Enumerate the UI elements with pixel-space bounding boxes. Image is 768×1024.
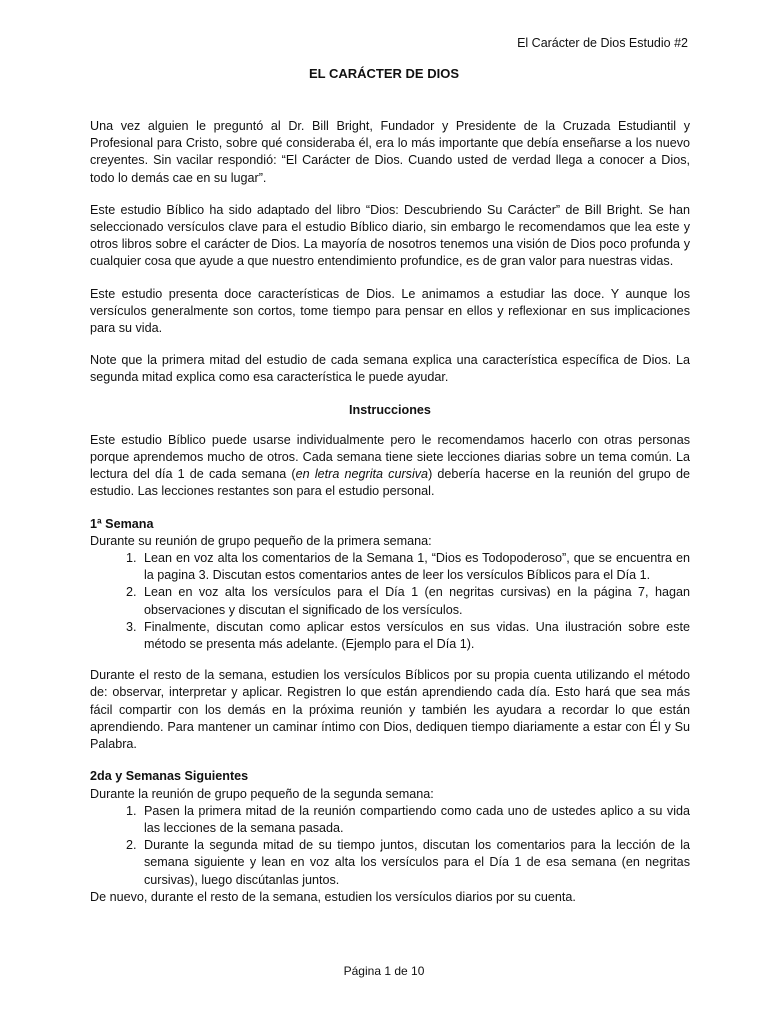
list-item: 1. Pasen la primera mitad de la reunión compartiendo como cada uno de ustedes aplico a su vida las lecciones de la semana pasada. (140, 803, 690, 837)
running-header: El Carácter de Dios Estudio #2 (517, 36, 688, 50)
week2-heading: 2da y Semanas Siguientes (90, 769, 249, 784)
paragraph: Note que la primera mitad del estudio de cada semana explica una característica específica de Dios. La segunda mitad explica como esa característica le puede ayudar. (90, 353, 690, 385)
instructions-text-before: Este estudio Bíblico puede usarse individualmente pero le recomendamos hacerlo con otras personas porque aprendemos mucho de otros. Cada semana tiene siete lecciones diarias sobre un tema común. La lectura del día 1 de cada semana ( (90, 432, 690, 482)
list-item: 2. Lean en voz alta los versículos para el Día 1 (en negritas cursivas) en la página 7, hagan observaciones y discutan el significado de los versículos. (140, 584, 690, 618)
list-item: 3. Finalmente, discutan como aplicar estos versículos en sus vidas. Una ilustración sobre este método se presenta más adelante. (Ejemplo para el Día 1). (140, 619, 690, 653)
week2-list (90, 803, 690, 889)
paragraph: Una vez alguien le preguntó al Dr. Bill Bright, Fundador y Presidente de la Cruzada Estudiantil y Profesional para Cristo, sobre qué consideraba él, era lo más importante que debía enseñarse a los nuevo creyentes. Sin vacilar respondió: “El Carácter de Dios. Cuando usted de verdad llega a conocer a Dios, todo lo demás cae en su lugar”. (90, 119, 690, 185)
list-item: 1. Lean en voz alta los comentarios de la Semana 1, “Dios es Todopoderoso”, que se encuentra en la pagina 3. Discutan estos comentarios antes de leer los versículos Bíblicos para el Día 1. (140, 550, 690, 584)
week2-closing: De nuevo, durante el resto de la semana, estudien los versículos diarios por su cuenta. (90, 889, 576, 904)
paragraph: Este estudio Bíblico ha sido adaptado del libro “Dios: Descubriendo Su Carácter” de Bill Bright. Se han seleccionado versículos clave para el estudio Bíblico diario, sin embargo le recomendamos que lea este y otros libros sobre el carácter de Dios. La mayoría de nosotros tenemos una visión de Dios poco profunda y cualquier cosa que ayude a que nuestro entendimiento profundice, es de gran valor para nuestras vidas. (90, 202, 690, 269)
instructions-text-after: ) debería hacerse en la reunión del grupo de estudio. Las lecciones restantes son para el estudio personal. (90, 467, 690, 499)
list-item: 2. Durante la segunda mitad de su tiempo juntos, discutan los comentarios para la lección de la semana siguiente y lean en voz alta los versículos para el Día 1 de esa semana (en negritas cursivas), luego discútanlas juntos. (140, 837, 690, 889)
week1-list (90, 550, 690, 653)
week1-intro: Durante su reunión de grupo pequeño de la primera semana: (90, 533, 432, 548)
week1-heading: 1ª Semana (90, 516, 154, 531)
week1-rest-paragraph: Durante el resto de la semana, estudien los versículos Bíblicos por su propia cuenta utilizando el método de: observar, interpretar y aplicar. Registren lo que están aprendiendo cada día. Esto hará que sea más fácil compartir con los demás en la próxima reunión y también les ayudara a recordar lo que están aprendiendo. Para mantener un caminar íntimo con Dios, dediquen tiempo diariamente a estar con Él y Su Palabra. (90, 668, 690, 752)
instructions-paragraph (90, 432, 690, 501)
instructions-emphasis: en letra negrita cursiva (295, 467, 429, 482)
document-title: EL CARÁCTER DE DIOS (309, 66, 459, 81)
instructions-heading: Instrucciones (349, 402, 431, 417)
page-number: Página 1 de 10 (343, 964, 425, 978)
document-body (90, 118, 690, 906)
paragraph: Este estudio presenta doce características de Dios. Le animamos a estudiar las doce. Y aunque los versículos generalmente son cortos, tome tiempo para pensar en ellos y reflexionar en sus implicaciones para su vida. (90, 286, 690, 336)
week2-intro: Durante la reunión de grupo pequeño de la segunda semana: (90, 786, 434, 801)
